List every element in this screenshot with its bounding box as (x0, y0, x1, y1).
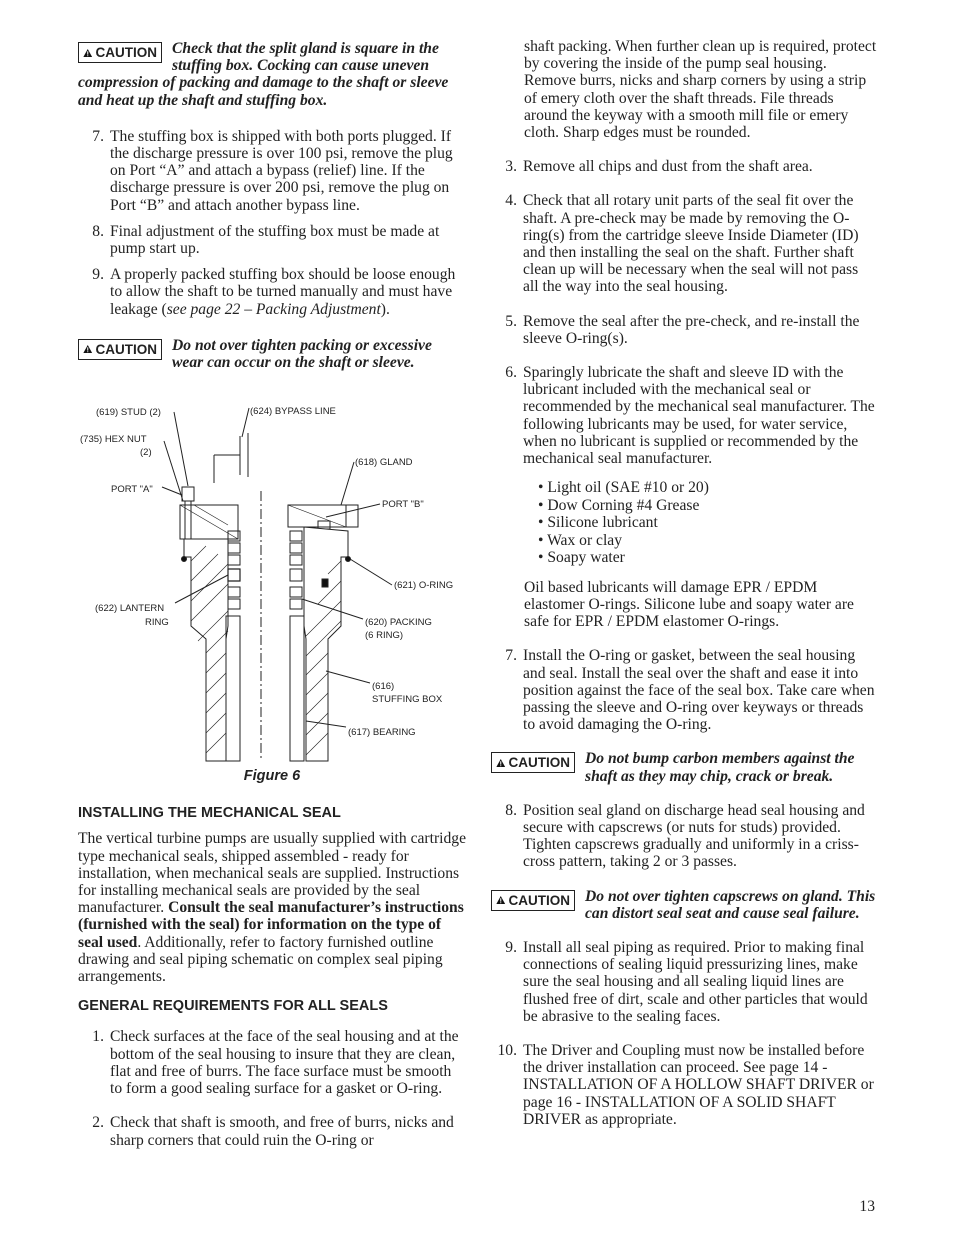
list-item: 7. Install the O-ring or gasket, between the seal housing and seal. Install the seal over the shaft and ease it into position against the face of the seal box. Take care when passing the sleeve and O-ring over keyways or threads to avoid damaging the O-ring. (505, 647, 875, 734)
section-heading: INSTALLING THE MECHANICAL SEAL (78, 805, 341, 822)
list-item: 7. The stuffing box is shipped with both ports plugged. If the discharge pressure is over 100 psi, remove the plug on Port “A” and attach a bypass (relief) line. If the discharge pressure is over 200 psi, remove the plug on Port “B” and attach another bypass line. (92, 127, 453, 214)
list-item: 9. Install all seal piping as required. Prior to making final connections of sealing liquid pressurizing lines, make sure the seal housing and all sealing liquid lines are flushed free of dirt, scale and other particles that would be abrasive to the sealing faces. (505, 939, 868, 1025)
list-item: 6. Sparingly lubricate the shaft and sleeve ID with the lubricant included with the mechanical seal or recommended by the mechanical seal manufacturer. The following lubricants may be used, for water service, when no lubricant is supplied or recommended by the mechanical seal manufacturer. (505, 364, 875, 468)
label-lantern-ring-2: RING (145, 617, 169, 629)
list-item: 5. Remove the seal after the pre-check, and re-install the sleeve O-ring(s). (505, 312, 860, 347)
warning-icon (496, 757, 506, 769)
list-item: • Silicone lubricant (538, 514, 658, 532)
label-port-b: PORT "B" (382, 499, 424, 511)
caution-note-3: CAUTION Do not bump carbon members against the shaft as they may chip, crack or break. (491, 750, 877, 784)
label-bearing: (617) BEARING (348, 727, 416, 739)
label-gland: (618) GLAND (355, 457, 413, 469)
label-stuffing-box-num: (616) (372, 681, 395, 693)
list-item: 2. Check that shaft is smooth, and free of burrs, nicks and sharp corners that could ruin the O-ring or (92, 1114, 454, 1149)
label-hex-nut: (735) HEX NUT (80, 434, 147, 446)
caution-badge: CAUTION (78, 339, 162, 360)
list-item: 4. Check that all rotary unit parts of the seal fit over the shaft. A pre-check may be made by removing the O-ring(s) from the cartridge sleeve Inside Diameter (ID) and then installing the seal on the shaft. Further shaft clean up will be necessary when the seal will not pass all the way into the seal housing. (505, 192, 859, 296)
list-item: • Wax or clay (538, 531, 623, 549)
list-item: • Dow Corning #4 Grease (538, 496, 700, 514)
label-bypass-line: (624) BYPASS LINE (250, 406, 336, 418)
list-item: 10. The Driver and Coupling must now be installed before the driver installation can proceed. See page 14 - INSTALLATION OF A HOLLOW SHAFT DRIVER or page 16 - INSTALLATION OF A SOLID SHAFT DRIVER as appropriate. (497, 1042, 874, 1128)
label-lantern-ring: (622) LANTERN (95, 603, 165, 615)
paragraph: shaft packing. When further clean up is required, protect by covering the inside of the pump seal housing. Remove burrs, nicks and sharp corners by using a strip of emery cloth over the shaft threads. File threads around the keyway with a smooth mill file or emery cloth. Sharp edges must be rounded. (524, 38, 877, 142)
list-item: • Soapy water (538, 549, 625, 567)
warning-icon (83, 47, 93, 59)
caution-note-4: CAUTION Do not over tighten capscrews on gland. This can distort seal seat and cause seal failure. (491, 888, 877, 922)
left-column (78, 38, 466, 1149)
lubricant-list (491, 479, 877, 567)
page-number: 13 (859, 1198, 875, 1215)
warning-icon (496, 894, 506, 906)
label-o-ring: (621) O-RING (394, 580, 454, 592)
list-item: 1. Check surfaces at the face of the seal housing and at the bottom of the seal housing to insure that they are clean, flat and free of burrs. The face surface must be smooth to form a good sealing surface for a gasket or O-ring. (92, 1028, 459, 1098)
warning-icon (83, 343, 93, 355)
label-packing-count: (6 RING) (365, 630, 403, 642)
figure-6 (78, 391, 466, 791)
caution-note-1: CAUTION Check that the split gland is square in the stuffing box. Cocking can cause uneven compression of packing and damage to the shaft or sleeve and heat up the shaft and stuffing box. (78, 40, 449, 109)
label-packing: (620) PACKING (365, 617, 432, 629)
seal-steps-final (491, 939, 877, 1128)
label-hex-nut-count: (2) (140, 447, 152, 459)
caution-badge: CAUTION (491, 890, 575, 911)
seal-steps-gland (491, 802, 877, 871)
list-item: 8. Position seal gland on discharge head seal housing and secure with capscrews (or nuts for studs) provided. Tighten capscrews gradually and uniformly in a criss-cross pattern, taking 2 or 3 passes. (505, 801, 865, 871)
paragraph: Oil based lubricants will damage EPR / EPDM elastomer O-rings. Silicone lube and soapy water are safe for EPR / EPDM elastomer O-rings. (524, 578, 854, 631)
label-stuffing-box: STUFFING BOX (372, 694, 443, 706)
seal-steps (491, 158, 877, 467)
list-item: 8. Final adjustment of the stuffing box must be made at pump start up. (92, 222, 440, 258)
list-item: • Light oil (SAE #10 or 20) (538, 479, 709, 497)
general-requirements (78, 1028, 466, 1148)
figure-caption: Figure 6 (243, 768, 301, 785)
label-stud: (619) STUD (2) (96, 407, 161, 419)
right-column (491, 38, 877, 1128)
stuffing-box-diagram (78, 391, 466, 771)
caution-note-2: CAUTION Do not over tighten packing or excessive wear can occur on the shaft or sleeve. (78, 337, 466, 371)
section-heading: GENERAL REQUIREMENTS FOR ALL SEALS (78, 998, 388, 1015)
seal-steps-continued (491, 647, 877, 733)
stuffing-box-steps (78, 128, 466, 318)
list-item: 9. A properly packed stuffing box should be loose enough to allow the shaft to be turned manually and must have leakage (see page 22 – Packing Adjustment). (92, 266, 456, 318)
caution-badge: CAUTION (491, 752, 575, 773)
paragraph: The vertical turbine pumps are usually supplied with cartridge type mechanical seals, shipped assembled - ready for installation, when mechanical seals are supplied. Instructions for installing mechanical seals are provided by the seal manufacturer. Consult the seal manufacturer’s instructions (furnished with the seal) for information on the type of seal used. Additionally, refer to factory furnished outline drawing and seal piping schematic on complex seal piping arrangements. (78, 830, 466, 986)
label-port-a: PORT "A" (111, 484, 153, 496)
list-item: 3. Remove all chips and dust from the shaft area. (505, 158, 813, 176)
caution-badge: CAUTION (78, 42, 162, 63)
